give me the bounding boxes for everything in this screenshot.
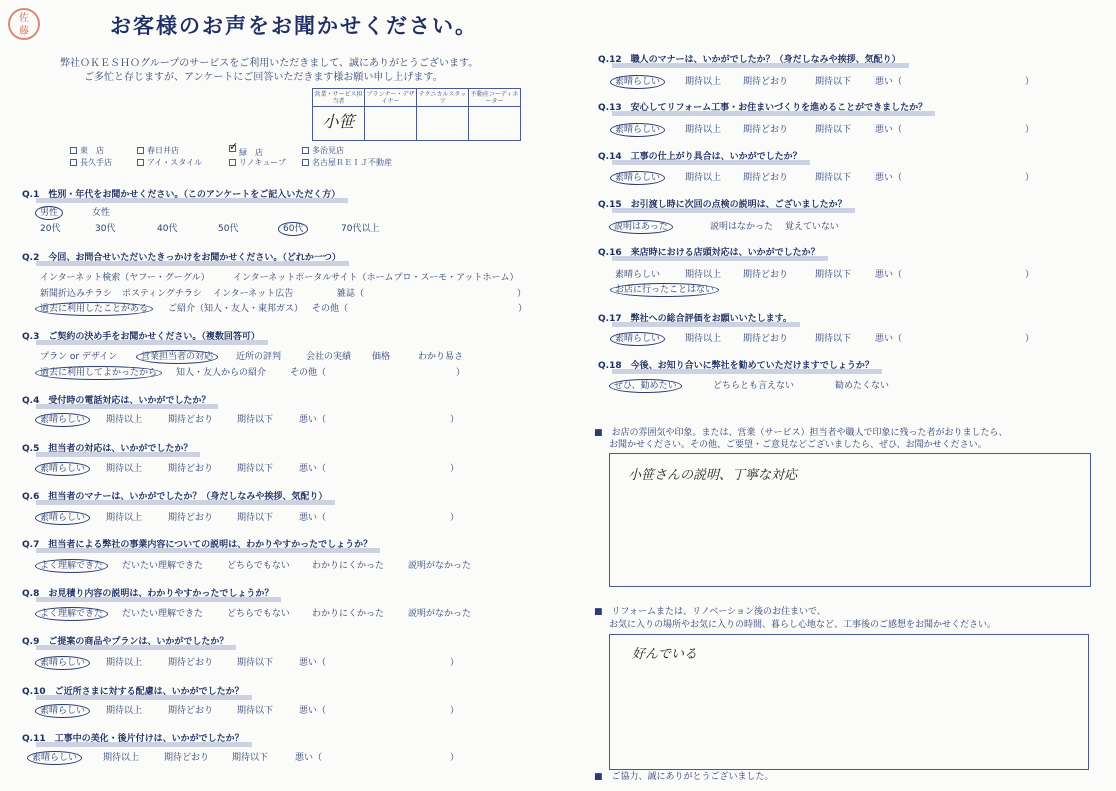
staff-header-sales: 営業・サービス担当者 xyxy=(314,90,363,105)
question-text: Q.3 ご契約の決め手をお聞かせください。（複数回答可） xyxy=(22,332,260,342)
answer-option[interactable]: 期待以上 xyxy=(685,334,722,344)
answer-option[interactable]: 説明がなかった xyxy=(408,561,472,571)
answer-option[interactable]: 期待以上 xyxy=(685,77,722,87)
answer-option[interactable]: 期待以下 xyxy=(237,464,274,474)
answer-option[interactable]: 悪い（ xyxy=(295,753,323,763)
option-close-paren: ） xyxy=(1025,270,1035,280)
answer-option-selected[interactable]: 素晴らしい xyxy=(615,122,660,135)
answer-option[interactable]: 期待以上 xyxy=(103,753,140,763)
answer-option[interactable]: 30代 xyxy=(95,224,116,234)
answer-option[interactable]: プラン or デザイン xyxy=(40,352,118,362)
checkbox-icon xyxy=(137,159,144,166)
answer-option-selected[interactable]: ぜひ、勧めたい xyxy=(614,378,677,391)
answer-option-selected[interactable]: 素晴らしい xyxy=(40,412,85,425)
answer-option-selected[interactable]: 素晴らしい xyxy=(40,655,85,668)
checkbox-checked-icon xyxy=(229,145,236,152)
answer-option[interactable]: 新聞折込みチラシ xyxy=(40,289,113,299)
answer-option[interactable]: どちらとも言えない xyxy=(713,381,795,391)
right-question-4 xyxy=(598,245,820,258)
answer-option[interactable]: 期待どおり xyxy=(168,464,214,474)
checkbox-icon xyxy=(70,147,77,154)
answer-option-selected[interactable]: 素晴らしい xyxy=(40,510,85,523)
answer-option[interactable]: 期待以上 xyxy=(685,173,722,183)
staff-value-technical[interactable] xyxy=(417,107,469,141)
answer-option[interactable]: 期待どおり xyxy=(168,658,214,668)
free-comment-prompt-1: ■ お店の雰囲気や印象。または、営業（サービス）担当者や職人で印象に残った者がおりましたら、 xyxy=(594,428,1008,438)
staff-header-planner: プランナー・デザイナー xyxy=(366,90,415,105)
option-close-paren: ） xyxy=(450,415,460,425)
answer-option[interactable]: 期待以上 xyxy=(106,706,143,716)
checkbox-icon xyxy=(302,159,309,166)
store-nagakute[interactable]: 長久手店 xyxy=(70,157,112,168)
staff-header-realestate: 不動産コーディネーター xyxy=(469,89,521,107)
answer-option-selected[interactable]: 男性 xyxy=(40,205,58,218)
answer-option-selected[interactable]: よく理解できた xyxy=(40,558,103,571)
after-comment-prompt-2: お気に入りの場所やお気に入りの時間、暮らし心地など、工事後のご感想をお聞かせください。 xyxy=(609,620,997,630)
option-close-paren: ） xyxy=(1025,334,1035,344)
answer-option[interactable]: インターネット広告 xyxy=(213,289,294,299)
answer-option[interactable]: だいたい理解できた xyxy=(122,561,204,571)
answer-option[interactable]: 期待どおり xyxy=(743,77,789,87)
left-question-2 xyxy=(22,329,260,342)
answer-option[interactable]: 悪い（ xyxy=(299,415,327,425)
option-close-paren: ） xyxy=(450,464,460,474)
answer-option-selected[interactable]: 過去に利用してよかったから xyxy=(40,365,157,378)
free-comment-box[interactable] xyxy=(609,453,1091,587)
question-text: Q.8 お見積り内容の説明は、わかりやすかったでしょうか？ xyxy=(22,589,274,599)
answer-option[interactable]: 会社の実績 xyxy=(306,352,352,362)
answer-option-selected[interactable]: お店に行ったことはない xyxy=(615,282,714,295)
answer-option-selected[interactable]: よく理解できた xyxy=(40,606,103,619)
answer-option[interactable]: 期待どおり xyxy=(743,173,789,183)
question-text: Q.1 性別・年代をお聞かせください。（このアンケートをご記入いただく方） xyxy=(22,190,341,200)
store-renocube[interactable]: リノキューブ xyxy=(229,157,286,168)
answer-option[interactable]: 期待以上 xyxy=(685,270,722,280)
staff-value-realestate[interactable] xyxy=(469,107,521,141)
answer-option[interactable]: 期待どおり xyxy=(164,753,210,763)
answer-option[interactable]: 悪い（ xyxy=(875,270,903,280)
answer-option[interactable]: 期待以下 xyxy=(237,658,274,668)
answer-option-selected[interactable]: 過去に利用したことがある xyxy=(40,301,148,314)
answer-option[interactable]: 女性 xyxy=(92,208,111,218)
option-close-paren: ） xyxy=(518,304,528,314)
question-text: Q.7 担当者による弊社の事業内容についての説明は、わかりやすかったでしょうか？ xyxy=(22,540,373,550)
answer-option-selected[interactable]: 素晴らしい xyxy=(40,461,85,474)
answer-option[interactable]: 悪い（ xyxy=(299,706,327,716)
answer-option[interactable]: 悪い（ xyxy=(875,173,903,183)
answer-option[interactable]: 悪い（ xyxy=(299,513,327,523)
answer-option[interactable]: 知人・友人からの紹介 xyxy=(176,368,267,378)
question-text: Q.16 来店時における店頭対応は、いかがでしたか？ xyxy=(598,248,820,258)
question-text: Q.5 担当者の対応は、いかがでしたか？ xyxy=(22,444,193,454)
question-text: Q.17 弊社への総合評価をお願いいたします。 xyxy=(598,314,792,324)
left-question-1 xyxy=(22,250,341,263)
answer-option[interactable]: 期待以下 xyxy=(232,753,269,763)
question-text: Q.12 職人のマナーは、いかがでしたか？（身だしなみや挨拶、気配り） xyxy=(598,55,901,65)
answer-option[interactable]: わかりにくかった xyxy=(312,561,385,571)
option-close-paren: ） xyxy=(1025,77,1035,87)
left-question-9 xyxy=(22,684,244,697)
store-kasugai[interactable]: 春日井店 xyxy=(137,145,179,156)
answer-option[interactable]: 期待以上 xyxy=(106,464,143,474)
after-comment-answer: 好んでいる xyxy=(632,647,698,662)
left-question-5 xyxy=(22,489,327,502)
left-question-7 xyxy=(22,586,273,599)
right-question-1 xyxy=(598,100,927,113)
store-nagoya-reij[interactable]: 名古屋ＲＥＩＪ不動産 xyxy=(302,157,392,168)
staff-table xyxy=(312,88,521,141)
answer-option[interactable]: 期待以下 xyxy=(815,77,852,87)
answer-option[interactable]: 悪い（ xyxy=(875,334,903,344)
right-question-0 xyxy=(598,52,901,65)
option-close-paren: ） xyxy=(450,658,460,668)
question-text: Q.13 安心してリフォーム工事・お住まいづくりを進めることができましたか？ xyxy=(598,103,928,113)
answer-option-selected[interactable]: 素晴らしい xyxy=(615,170,660,183)
answer-option[interactable]: 説明がなかった xyxy=(408,609,472,619)
answer-option-selected[interactable]: 60代 xyxy=(283,221,303,234)
answer-option[interactable]: 価格 xyxy=(372,352,391,362)
staff-value-sales[interactable]: 小笹 xyxy=(313,107,365,141)
seal-stamp: 佐 藤 xyxy=(8,8,40,40)
after-comment-box[interactable] xyxy=(609,634,1089,770)
option-close-paren: ） xyxy=(1025,125,1035,135)
answer-option[interactable]: 期待以上 xyxy=(685,125,722,135)
answer-option[interactable]: インターネットポータルサイト（ホームプロ・スーモ・アットホーム） xyxy=(233,273,519,283)
answer-option-selected[interactable]: 素晴らしい xyxy=(615,74,660,87)
answer-option[interactable]: 期待以下 xyxy=(815,270,852,280)
answer-option[interactable]: どちらでもない xyxy=(227,561,290,571)
left-question-6 xyxy=(22,537,372,550)
staff-value-planner[interactable] xyxy=(365,107,417,141)
left-question-8 xyxy=(22,634,228,647)
question-text: Q.11 工事中の美化・後片付けは、いかがでしたか？ xyxy=(22,734,244,744)
answer-option[interactable]: わかり易さ xyxy=(418,352,464,362)
answer-option[interactable]: 70代以上 xyxy=(341,224,380,234)
answer-option[interactable]: 雑誌（ xyxy=(337,289,365,299)
answer-option-selected[interactable]: 素晴らしい xyxy=(40,703,85,716)
answer-option[interactable]: 期待どおり xyxy=(743,125,789,135)
checkbox-icon xyxy=(302,147,309,154)
staff-header-technical: テクニカルスタッフ xyxy=(417,89,469,107)
option-close-paren: ） xyxy=(450,753,460,763)
answer-option[interactable]: ポスティングチラシ xyxy=(122,289,202,299)
answer-option[interactable]: 期待以上 xyxy=(106,658,143,668)
store-east[interactable]: 東 店 xyxy=(70,145,104,156)
question-text: Q.2 今回、お問合せいただいたきっかけをお聞かせください。（どれか一つ） xyxy=(22,253,341,263)
answer-option[interactable]: 期待どおり xyxy=(743,334,789,344)
option-close-paren: ） xyxy=(1025,173,1035,183)
answer-option[interactable]: その他（ xyxy=(312,304,349,314)
page-title: お客様のお声をお聞かせください。 xyxy=(110,14,478,38)
option-close-paren: ） xyxy=(517,289,527,299)
answer-option[interactable]: 悪い（ xyxy=(875,125,903,135)
answer-option[interactable]: 説明はなかった xyxy=(710,222,774,232)
option-close-paren: ） xyxy=(456,368,466,378)
question-text: Q.4 受付時の電話対応は、いかがでしたか？ xyxy=(22,396,211,406)
answer-option[interactable]: 期待どおり xyxy=(743,270,789,280)
answer-option-selected[interactable]: 営業担当者の対応 xyxy=(141,349,213,362)
left-question-3 xyxy=(22,393,210,406)
option-close-paren: ） xyxy=(450,513,460,523)
right-question-6 xyxy=(598,358,874,371)
answer-option[interactable]: ご紹介（知人・友人・東邦ガス） xyxy=(168,304,304,314)
answer-option[interactable]: 悪い（ xyxy=(875,77,903,87)
question-text: Q.14 工事の仕上がり具合は、いかがでしたか？ xyxy=(598,152,802,162)
question-text: Q.15 お引渡し時に次回の点検の説明は、ございましたか？ xyxy=(598,200,847,210)
checkbox-icon xyxy=(229,159,236,166)
left-question-0 xyxy=(22,187,340,200)
answer-option[interactable]: 勧めたくない xyxy=(835,381,890,391)
answer-option[interactable]: 近所の評判 xyxy=(236,352,282,362)
answer-option[interactable]: どちらでもない xyxy=(227,609,290,619)
answer-option[interactable]: 期待以下 xyxy=(815,334,852,344)
answer-option[interactable]: その他（ xyxy=(290,368,327,378)
answer-option[interactable]: 期待以上 xyxy=(106,513,143,523)
question-text: Q.18 今後、お知り合いに弊社を勧めていただけますでしょうか？ xyxy=(598,361,874,371)
answer-option[interactable]: 期待どおり xyxy=(168,513,214,523)
answer-option[interactable]: わかりにくかった xyxy=(312,609,385,619)
answer-option[interactable]: 期待以上 xyxy=(106,415,143,425)
right-question-3 xyxy=(598,197,847,210)
left-question-4 xyxy=(22,441,192,454)
question-text: Q.10 ご近所さまに対する配慮は、いかがでしたか？ xyxy=(22,687,244,697)
answer-option[interactable]: 期待以下 xyxy=(815,173,852,183)
answer-option-selected[interactable]: 説明はあった xyxy=(614,219,668,232)
after-comment-prompt-1: ■ リフォームまたは、リノベーション後のお住まいで、 xyxy=(594,607,826,617)
store-midori[interactable]: ✓ 緑 店 xyxy=(229,145,263,158)
option-close-paren: ） xyxy=(450,706,460,716)
right-question-2 xyxy=(598,149,802,162)
answer-option[interactable]: 期待どおり xyxy=(168,415,214,425)
answer-option[interactable]: 50代 xyxy=(218,224,239,234)
answer-option[interactable]: だいたい理解できた xyxy=(122,609,204,619)
answer-option[interactable]: 40代 xyxy=(157,224,178,234)
answer-option[interactable]: 20代 xyxy=(40,224,61,234)
answer-option[interactable]: 覚えていない xyxy=(785,222,840,232)
left-question-10 xyxy=(22,731,244,744)
right-question-5 xyxy=(598,311,792,324)
free-comment-prompt-2: お聞かせください。その他、ご要望・ご意見などございましたら、ぜひ、お聞かせください。 xyxy=(609,440,987,450)
answer-option-selected[interactable]: 素晴らしい xyxy=(615,331,660,344)
answer-option[interactable]: 期待どおり xyxy=(168,706,214,716)
question-text: Q.9 ご提案の商品やプランは、いかがでしたか？ xyxy=(22,637,229,647)
checkbox-icon xyxy=(137,147,144,154)
question-text: Q.6 担当者のマナーは、いかがでしたか？（身だしなみや挨拶、気配り） xyxy=(22,492,328,502)
answer-option[interactable]: 期待以下 xyxy=(237,513,274,523)
answer-option[interactable]: インターネット検索（ヤフー・グーグル） xyxy=(40,273,210,283)
intro-line-1: 弊社ＯＫＥＳＨＯグループのサービスをご利用いただきまして、誠にありがとうございます。 xyxy=(60,58,479,69)
answer-option[interactable]: 悪い（ xyxy=(299,464,327,474)
store-tajimi[interactable]: 多治見店 xyxy=(302,145,344,156)
intro-line-2: ご多忙と存じますが、アンケートにご回答いただきます様お願い申し上げます。 xyxy=(84,72,443,83)
thank-you-footer: ■ ご協力、誠にありがとうございました。 xyxy=(594,772,774,782)
checkbox-icon xyxy=(70,159,77,166)
answer-option[interactable]: 素晴らしい xyxy=(615,270,661,280)
answer-option[interactable]: 期待以下 xyxy=(815,125,852,135)
store-i-style[interactable]: アイ・スタイル xyxy=(137,157,202,168)
free-comment-answer: 小笹さんの説明、丁寧な対応 xyxy=(628,468,798,483)
answer-option-selected[interactable]: 素晴らしい xyxy=(32,750,77,763)
answer-option[interactable]: 期待以下 xyxy=(237,706,274,716)
answer-option[interactable]: 悪い（ xyxy=(299,658,327,668)
answer-option[interactable]: 期待以下 xyxy=(237,415,274,425)
